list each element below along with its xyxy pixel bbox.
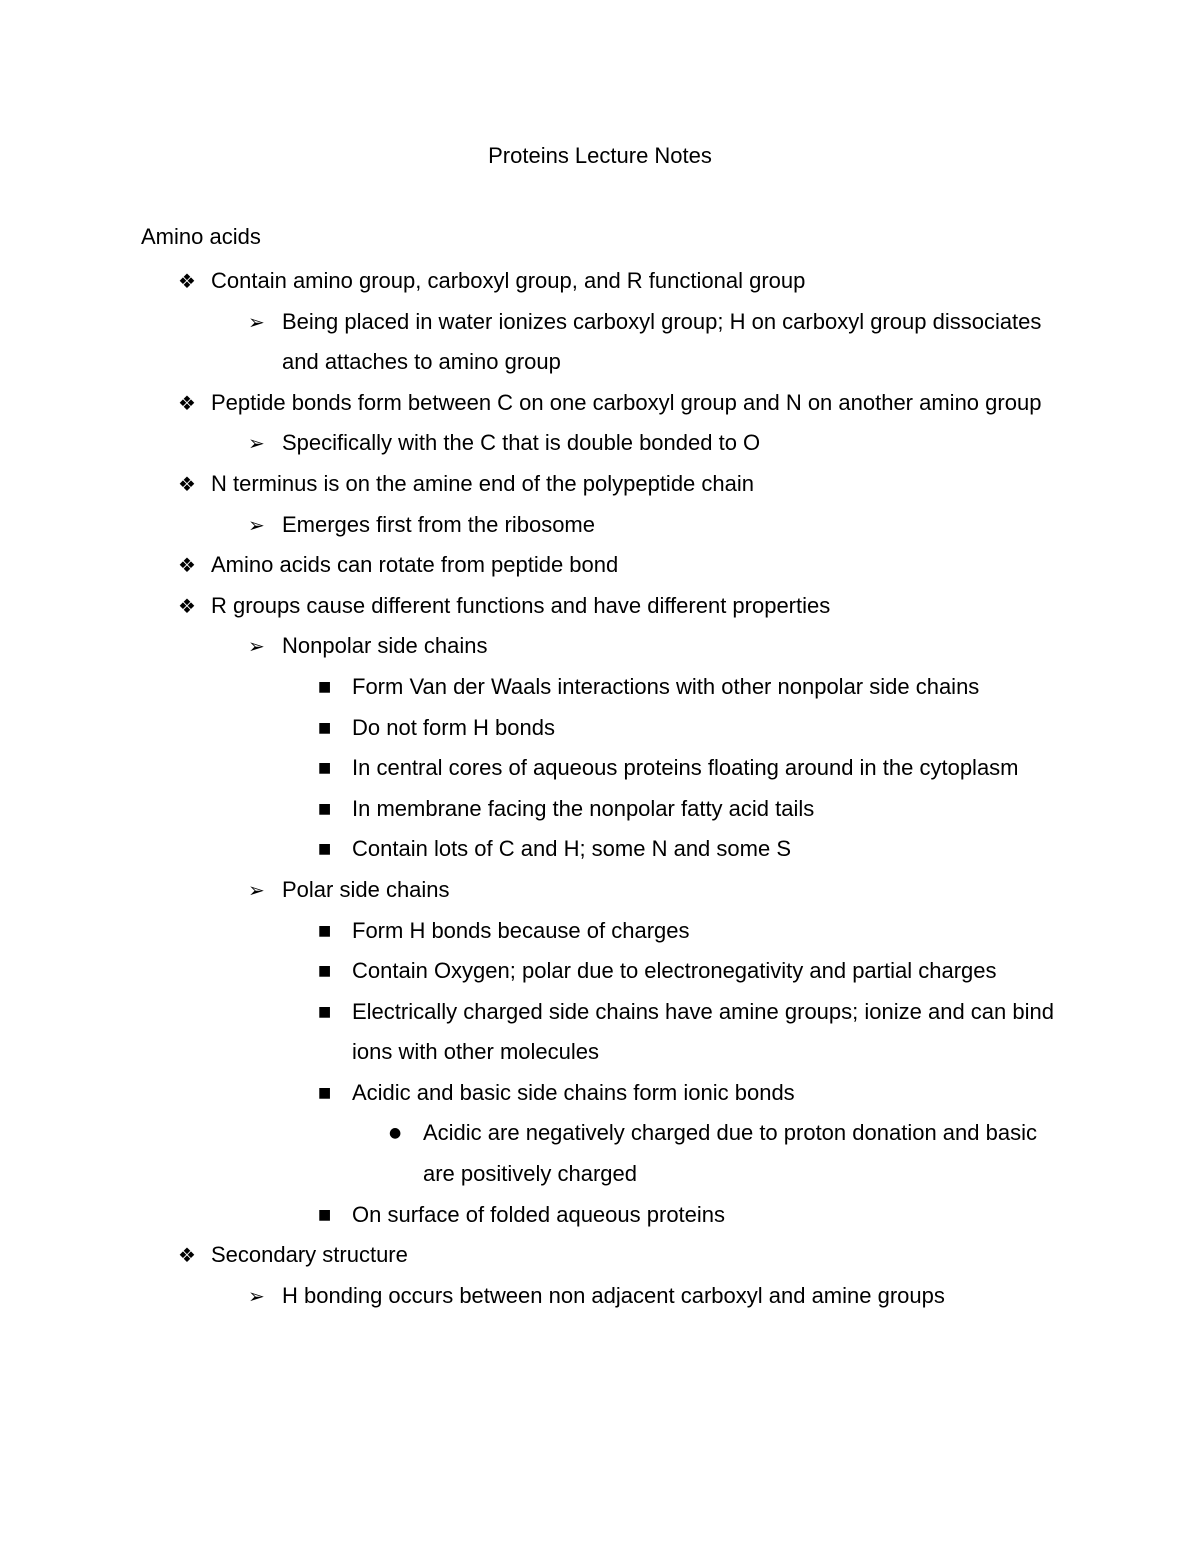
list-item-text: Contain lots of C and H; some N and some S: [352, 836, 791, 862]
list-item-text: Electrically charged side chains have amine groups; ionize and can bind ions with other molecules: [352, 998, 1054, 1065]
square-bullet-icon: ■: [318, 1206, 332, 1223]
diamond-bullet-icon: ❖: [178, 593, 196, 618]
list-item-text: R groups cause different functions and have different properties: [211, 592, 831, 618]
list-item: [0, 464, 1071, 505]
list-item-text: Secondary structure: [211, 1242, 408, 1268]
list-item-text: Nonpolar side chains: [282, 633, 488, 659]
list-item: [0, 423, 1062, 464]
document-title: Proteins Lecture Notes: [488, 143, 712, 168]
list-item-text: Form Van der Waals interactions with other nonpolar side chains: [352, 673, 980, 699]
list-item-text: Do not form H bonds: [352, 714, 555, 740]
square-bullet-icon: ■: [318, 800, 332, 817]
list-item: [0, 1113, 1063, 1194]
list-item: [0, 302, 1062, 383]
list-item-text: Being placed in water ionizes carboxyl group; H on carboxyl group dissociates and attaches to amino group: [282, 308, 1042, 375]
list-item-text: Acidic and basic side chains form ionic bonds: [352, 1079, 795, 1105]
arrowhead-bullet-icon: ➢: [248, 431, 265, 456]
square-bullet-icon: ■: [318, 841, 332, 858]
list-item: [0, 626, 1062, 667]
list-item: [0, 505, 1062, 546]
list-item: [0, 708, 1062, 749]
list-item-text: In central cores of aqueous proteins floating around in the cytoplasm: [352, 755, 1019, 781]
diamond-bullet-icon: ❖: [178, 269, 196, 293]
square-bullet-icon: ■: [318, 1003, 332, 1020]
list-item: [0, 667, 1062, 708]
list-item-text: Specifically with the C that is double bonded to O: [282, 430, 761, 456]
list-item-text: Peptide bonds form between C on one carboxyl group and N on another amino group: [211, 389, 1042, 415]
list-item: [0, 1235, 1071, 1276]
list-item-text: Amino acids can rotate from peptide bond: [211, 552, 619, 578]
notes-outline: [0, 261, 1200, 1316]
diamond-bullet-icon: ❖: [178, 390, 196, 415]
list-item-text: N terminus is on the amine end of the polypeptide chain: [211, 470, 754, 496]
diamond-bullet-icon: ❖: [178, 553, 196, 578]
list-item: [0, 1195, 1062, 1236]
square-bullet-icon: ■: [318, 719, 332, 736]
circle-bullet-icon: ●: [389, 1125, 402, 1142]
list-item: [0, 911, 1062, 952]
arrowhead-bullet-icon: ➢: [248, 877, 265, 902]
list-item: [0, 748, 1062, 789]
square-bullet-icon: ■: [318, 1084, 332, 1101]
diamond-bullet-icon: ❖: [178, 1243, 196, 1268]
list-item-text: Contain Oxygen; polar due to electronegativity and partial charges: [352, 958, 997, 984]
list-item-text: Polar side chains: [282, 876, 450, 902]
square-bullet-icon: ■: [318, 760, 332, 777]
arrowhead-bullet-icon: ➢: [248, 1283, 265, 1308]
list-item: [0, 586, 1071, 627]
list-item-text: Acidic are negatively charged due to proton donation and basic are positively charged: [423, 1120, 1037, 1187]
list-item-text: Contain amino group, carboxyl group, and R functional group: [211, 268, 806, 293]
list-item: [0, 1073, 1062, 1114]
list-item-text: In membrane facing the nonpolar fatty acid tails: [352, 795, 815, 821]
list-item: [0, 870, 1062, 911]
list-item-text: H bonding occurs between non adjacent carboxyl and amine groups: [282, 1282, 945, 1308]
arrowhead-bullet-icon: ➢: [248, 309, 265, 334]
list-item: [0, 383, 1071, 424]
section-heading: Amino acids: [141, 224, 261, 249]
list-item: [0, 992, 1062, 1073]
arrowhead-bullet-icon: ➢: [248, 634, 265, 659]
square-bullet-icon: ■: [318, 922, 332, 939]
list-item-text: Form H bonds because of charges: [352, 917, 690, 943]
list-item: [0, 1276, 1062, 1317]
list-item: [0, 545, 1071, 586]
list-item: [0, 261, 1071, 302]
list-item-text: On surface of folded aqueous proteins: [352, 1201, 726, 1227]
arrowhead-bullet-icon: ➢: [248, 512, 265, 537]
list-item: [0, 789, 1062, 830]
diamond-bullet-icon: ❖: [178, 471, 196, 496]
square-bullet-icon: ■: [318, 678, 332, 695]
square-bullet-icon: ■: [318, 963, 332, 980]
list-item-text: Emerges first from the ribosome: [282, 511, 595, 537]
list-item: [0, 951, 1062, 992]
list-item: [0, 829, 1062, 870]
